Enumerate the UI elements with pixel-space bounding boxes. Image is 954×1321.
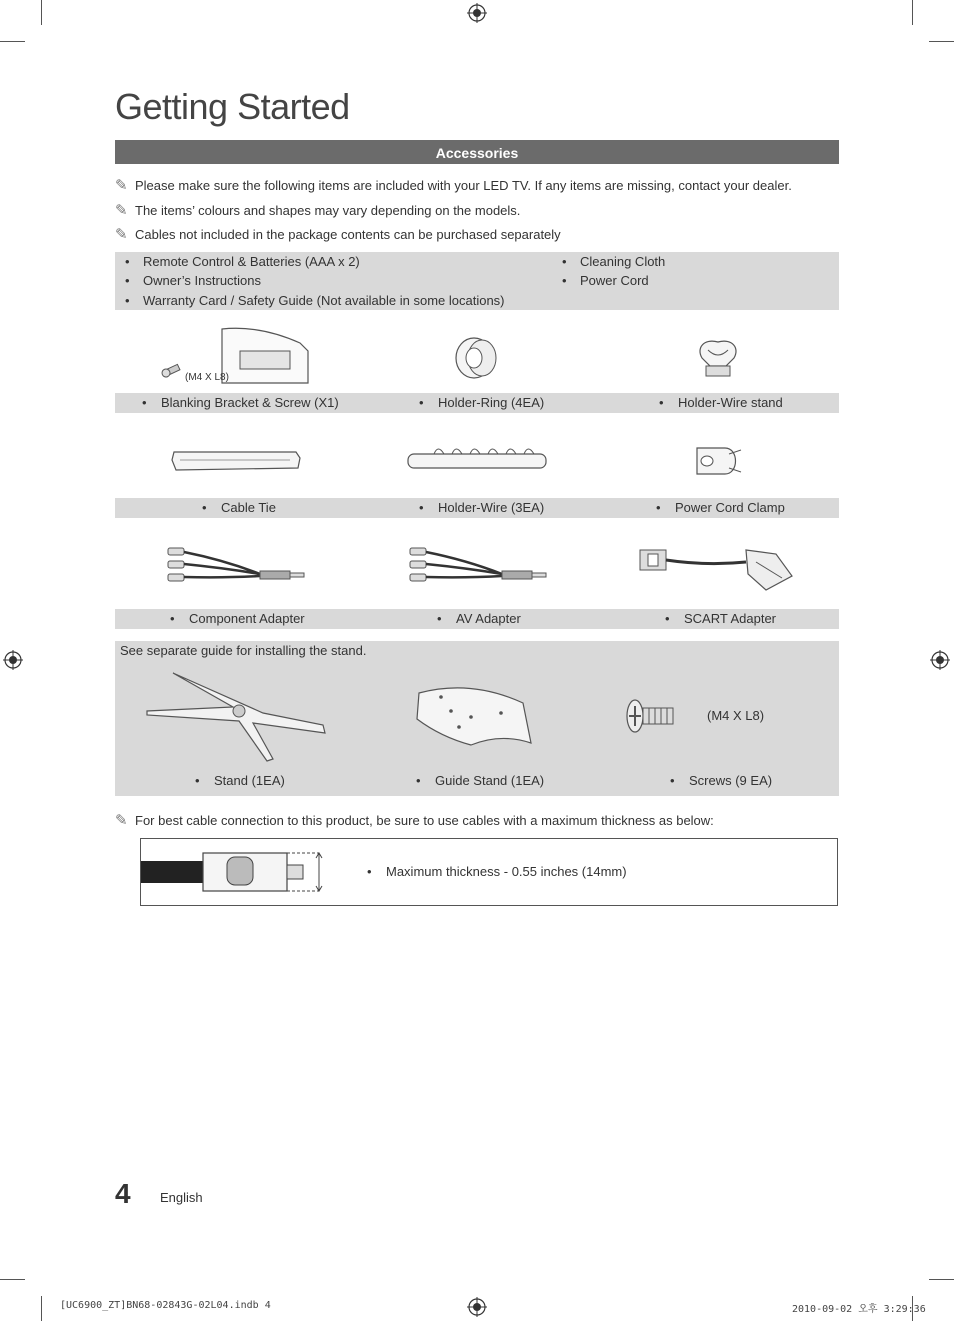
crop-mark	[912, 0, 913, 25]
accessory-label: • Holder-Ring (4EA)	[419, 395, 545, 410]
stand-item-label: • Stand (1EA)	[195, 773, 285, 788]
cable-note: ✎ For best cable connection to this product, be sure to use cables with a maximum thickness as below:	[115, 812, 714, 829]
holder-wire-icon	[404, 442, 550, 478]
note: ✎ The items’ colours and shapes may vary depending on the models.	[115, 202, 521, 219]
stand-item-label: • Guide Stand (1EA)	[416, 773, 545, 788]
list-item: • Remote Control & Batteries (AAA x 2)	[125, 254, 360, 269]
list-item: • Power Cord	[562, 273, 649, 288]
scart-adapter-icon	[636, 542, 798, 594]
note: ✎ Cables not included in the package contents can be purchased separately	[115, 226, 561, 243]
pencil-icon: ✎	[115, 177, 128, 194]
screw-icon	[623, 696, 681, 736]
section-banner: Accessories	[115, 140, 839, 164]
holder-ring-icon	[452, 336, 502, 380]
footer-file: [UC6900_ZT]BN68-02843G-02L04.indb 4	[60, 1300, 271, 1311]
screw-spec-label: (M4 X L8)	[707, 708, 765, 723]
crop-mark	[929, 41, 954, 42]
crop-mark	[0, 41, 25, 42]
registration-mark-icon	[467, 1297, 487, 1317]
included-items-box	[115, 252, 839, 310]
crop-mark	[41, 0, 42, 25]
stand-section	[115, 641, 839, 796]
page-number: 4	[115, 1178, 131, 1209]
accessory-label: • Cable Tie	[202, 500, 276, 515]
accessory-label-bar	[115, 498, 839, 518]
accessory-label: • Holder-Wire stand	[659, 395, 783, 410]
registration-mark-icon	[3, 650, 23, 670]
accessory-label: • Power Cord Clamp	[656, 500, 785, 515]
component-adapter-icon	[164, 542, 308, 588]
cable-tie-icon	[170, 448, 302, 474]
list-item: • Warranty Card / Safety Guide (Not available in some locations)	[125, 293, 505, 308]
accessory-label-bar	[115, 393, 839, 413]
crop-mark	[0, 1279, 25, 1280]
stand-intro-text: See separate guide for installing the stand.	[120, 643, 367, 658]
thickness-spec: • Maximum thickness - 0.55 inches (14mm)	[367, 864, 627, 879]
stand-icon	[143, 671, 329, 763]
note: ✎ Please make sure the following items are included with your LED TV. If any items are missing, contact your dealer.	[115, 177, 792, 194]
power-cord-clamp-icon	[693, 444, 745, 478]
crop-mark	[929, 1279, 954, 1280]
accessory-label: • Component Adapter	[170, 611, 305, 626]
page-language: English	[160, 1190, 203, 1205]
accessory-label: • Blanking Bracket & Screw (X1)	[142, 395, 339, 410]
registration-mark-icon	[467, 3, 487, 23]
blanking-bracket-icon	[160, 325, 320, 387]
accessory-label: • AV Adapter	[437, 611, 521, 626]
accessory-label: • SCART Adapter	[665, 611, 777, 626]
list-item: • Cleaning Cloth	[562, 254, 666, 269]
av-adapter-icon	[406, 542, 550, 588]
screw-spec-label: (M4 X L8)	[185, 372, 229, 383]
footer-timestamp: 2010-09-02 오후 3:29:36	[792, 1304, 926, 1315]
pencil-icon: ✎	[115, 226, 128, 243]
page-title: Getting Started	[115, 86, 350, 127]
stand-item-label: • Screws (9 EA)	[670, 773, 773, 788]
pencil-icon: ✎	[115, 202, 128, 219]
holder-wire-stand-icon	[694, 336, 742, 380]
crop-mark	[41, 1296, 42, 1321]
accessory-label-bar	[115, 609, 839, 629]
thickness-box	[140, 838, 838, 906]
list-item: • Owner’s Instructions	[125, 273, 262, 288]
accessory-label: • Holder-Wire (3EA)	[419, 500, 545, 515]
cable-thickness-icon	[141, 849, 331, 895]
pencil-icon: ✎	[115, 812, 128, 829]
guide-stand-icon	[411, 683, 535, 749]
registration-mark-icon	[930, 650, 950, 670]
